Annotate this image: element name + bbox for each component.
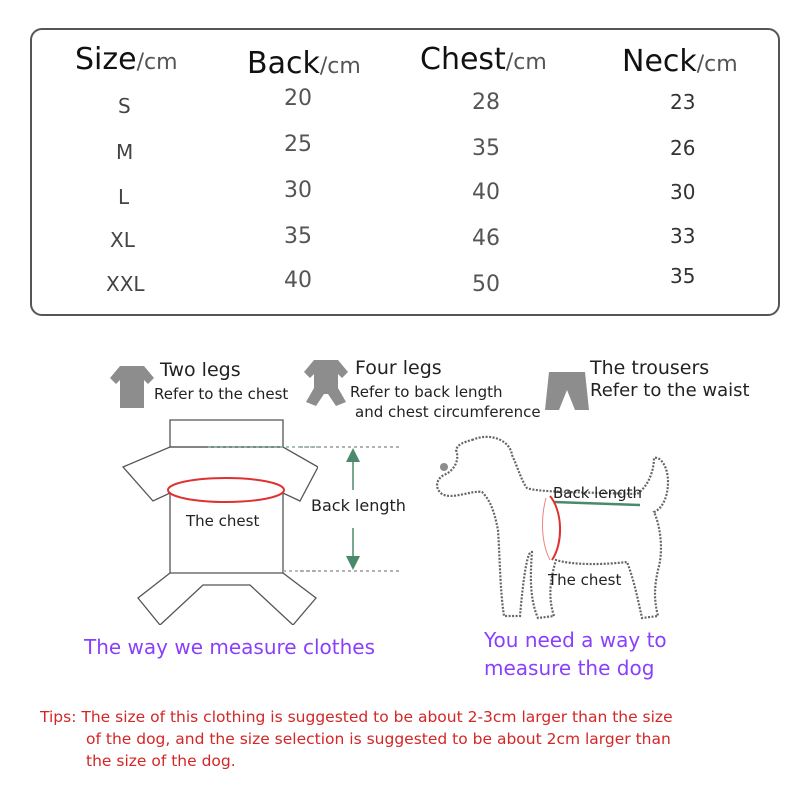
clothes-back-length-label: Back length bbox=[311, 496, 406, 515]
two-legs-garment-icon bbox=[110, 362, 154, 408]
four-legs-garment-icon bbox=[302, 358, 350, 406]
tips-line: of the dog, and the size selection is suggested to be about 2cm larger than bbox=[86, 730, 671, 748]
tips-line: Tips: The size of this clothing is suggested to be about 2-3cm larger than the size bbox=[40, 708, 673, 726]
table-cell-chest: 40 bbox=[472, 180, 500, 205]
clothes-chest-label: The chest bbox=[186, 512, 260, 530]
trousers-title: The trousers bbox=[590, 357, 710, 379]
dog-chest-label: The chest bbox=[548, 571, 622, 589]
header-size: Size/cm bbox=[75, 42, 178, 77]
tips-note bbox=[42, 706, 782, 772]
table-cell-chest: 46 bbox=[472, 226, 500, 251]
dog-caption-line2: measure the dog bbox=[484, 656, 655, 680]
dog-caption-line1: You need a way to bbox=[484, 628, 667, 652]
table-cell-back: 40 bbox=[284, 268, 312, 293]
table-cell-size: S bbox=[118, 94, 131, 118]
table-cell-back: 20 bbox=[284, 86, 312, 111]
clothes-caption: The way we measure clothes bbox=[84, 635, 375, 659]
table-cell-neck: 23 bbox=[670, 90, 696, 114]
table-cell-chest: 35 bbox=[472, 136, 500, 161]
four-legs-title: Four legs bbox=[355, 357, 442, 379]
table-cell-back: 30 bbox=[284, 178, 312, 203]
trousers-icon bbox=[545, 372, 589, 410]
table-cell-back: 25 bbox=[284, 132, 312, 157]
table-cell-chest: 28 bbox=[472, 90, 500, 115]
table-cell-neck: 35 bbox=[670, 264, 696, 288]
header-back: Back/cm bbox=[247, 46, 361, 81]
two-legs-title: Two legs bbox=[160, 359, 241, 381]
table-cell-back: 35 bbox=[284, 224, 312, 249]
table-cell-size: L bbox=[118, 185, 130, 209]
table-cell-neck: 33 bbox=[670, 224, 696, 248]
header-neck: Neck/cm bbox=[622, 44, 738, 79]
table-cell-size: XL bbox=[110, 228, 135, 252]
table-cell-size: M bbox=[116, 140, 134, 164]
dog-back-length-label: Back length bbox=[553, 484, 642, 502]
dog-outline-diagram bbox=[432, 430, 692, 625]
tips-line: the size of the dog. bbox=[86, 752, 236, 770]
table-cell-size: XXL bbox=[106, 272, 145, 296]
table-cell-neck: 26 bbox=[670, 136, 696, 160]
table-cell-neck: 30 bbox=[670, 180, 696, 204]
header-chest: Chest/cm bbox=[420, 42, 547, 77]
four-legs-desc-line2: and chest circumference bbox=[355, 403, 541, 421]
two-legs-desc: Refer to the chest bbox=[154, 385, 289, 403]
table-cell-chest: 50 bbox=[472, 272, 500, 297]
trousers-desc: Refer to the waist bbox=[590, 380, 750, 401]
four-legs-desc-line1: Refer to back length bbox=[350, 383, 503, 401]
